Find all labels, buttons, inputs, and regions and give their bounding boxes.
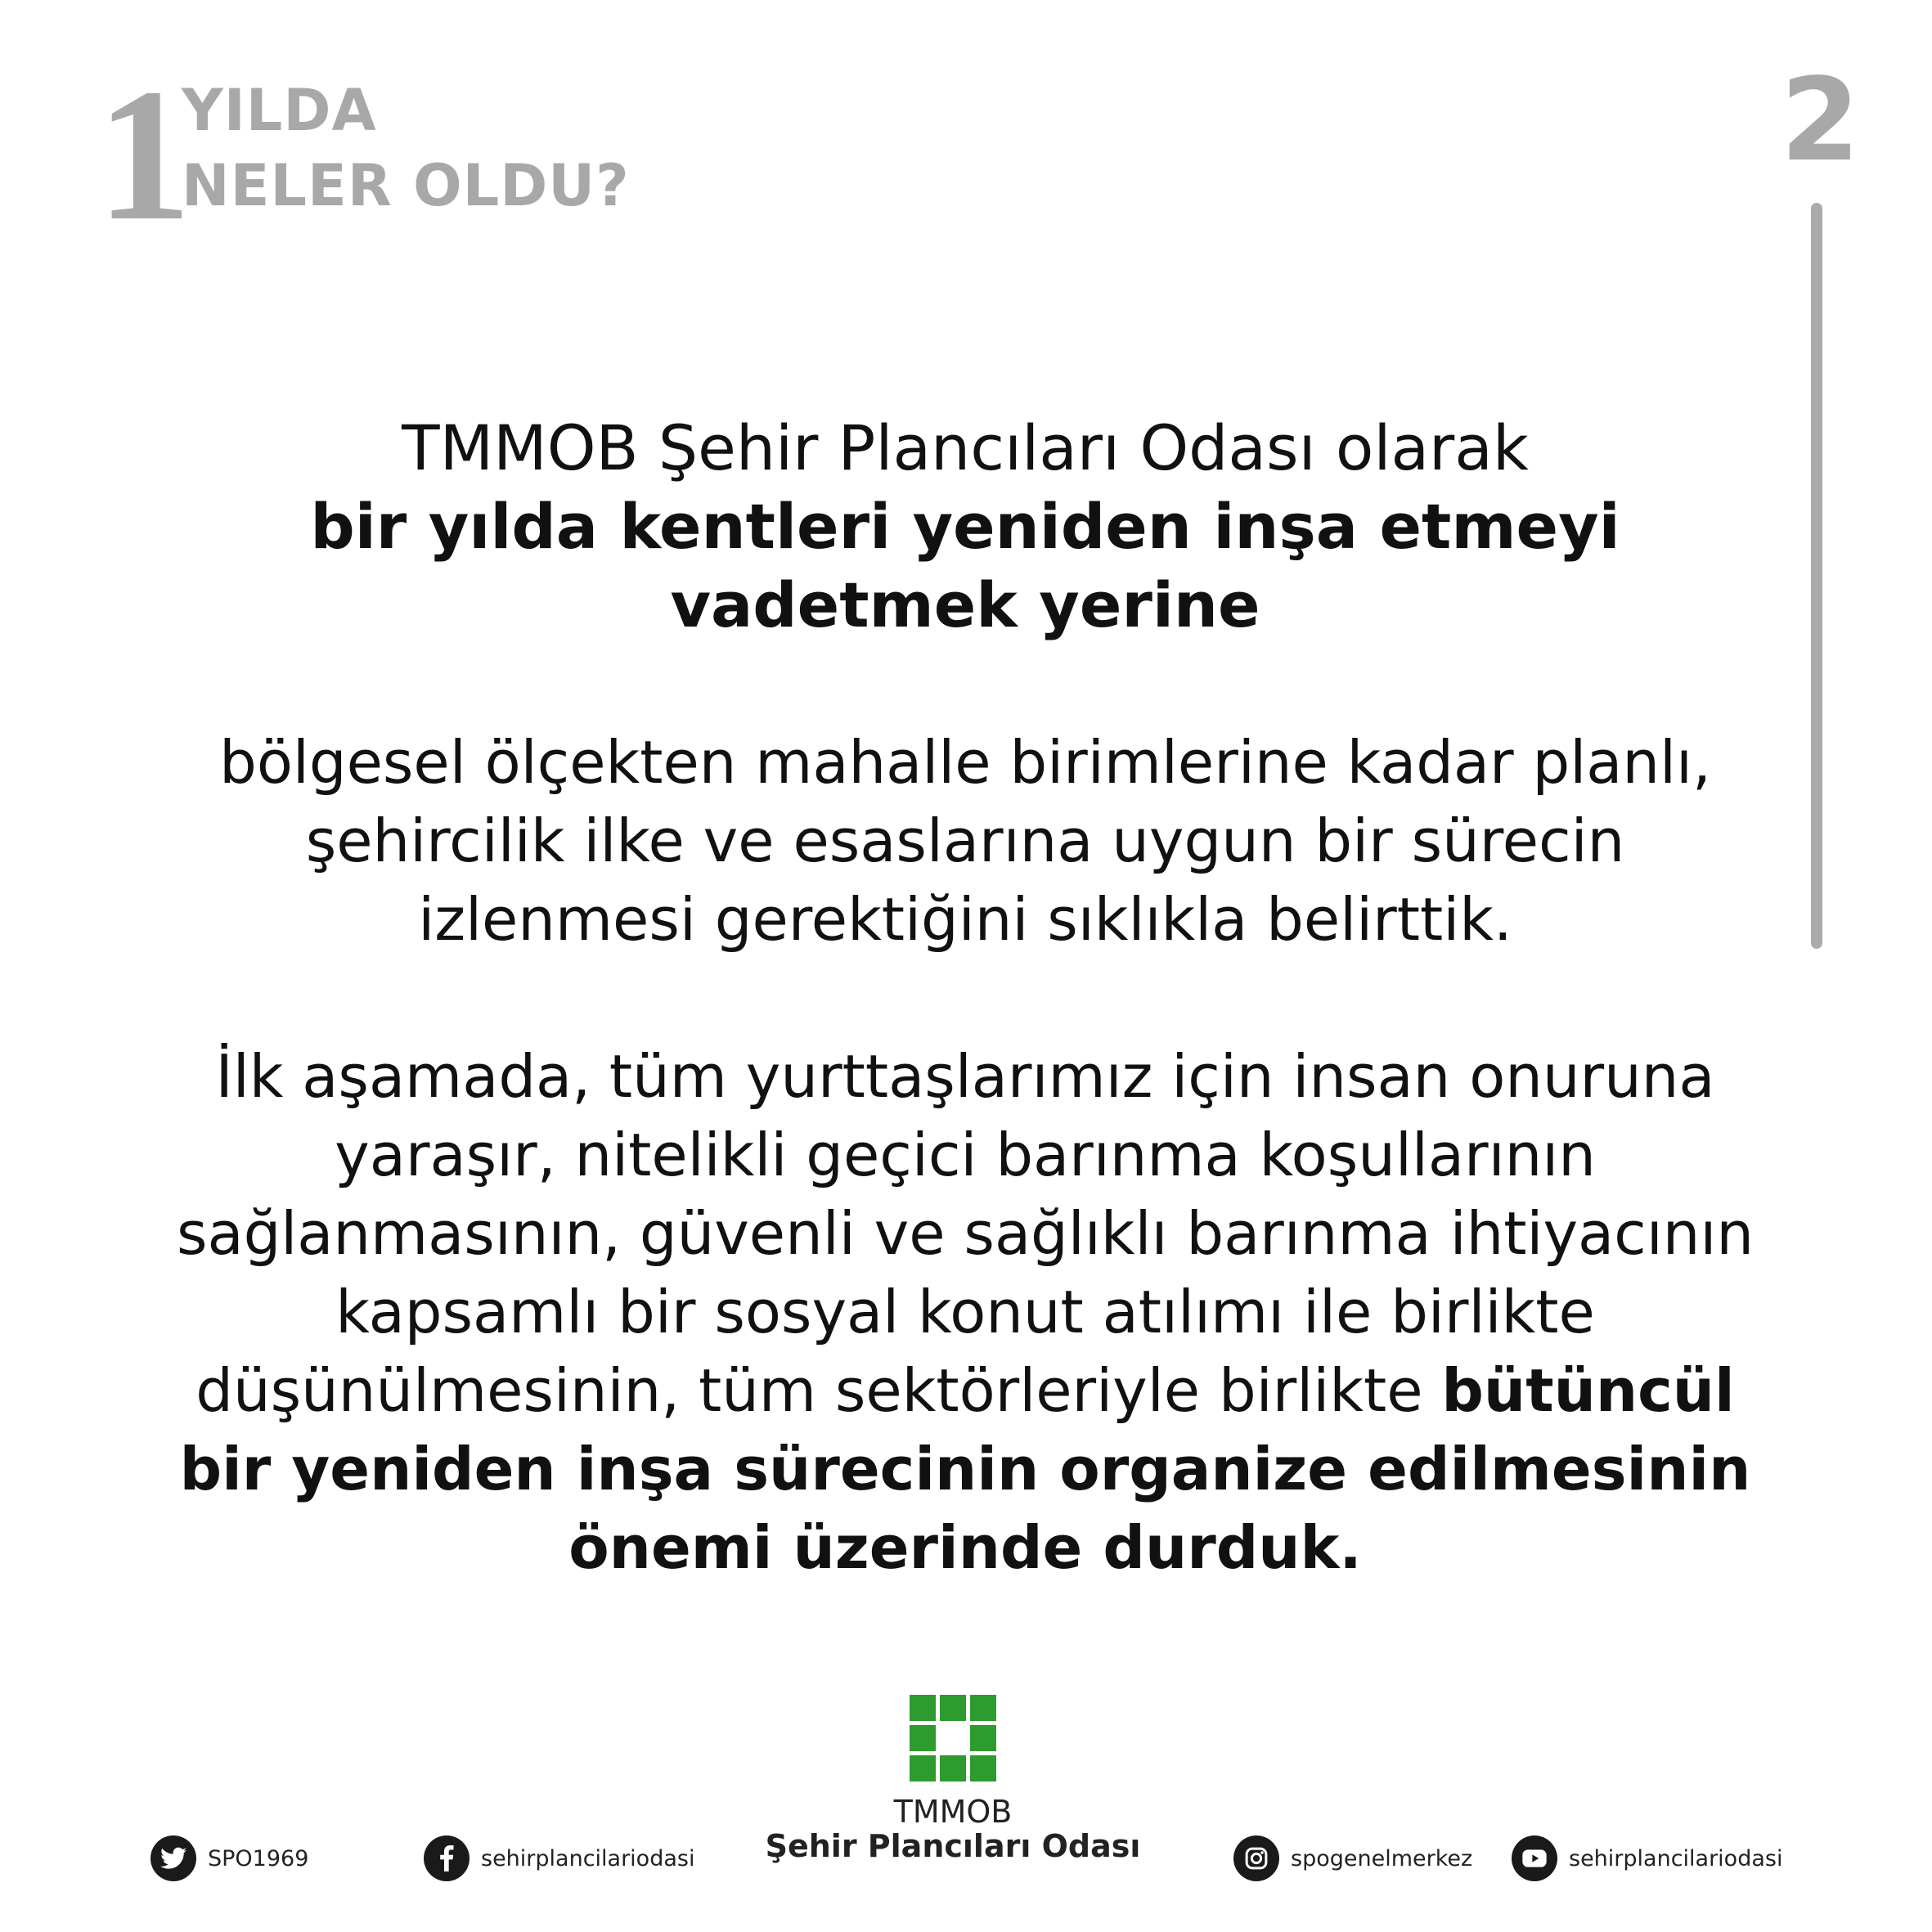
intro-text: TMMOB Şehir Plancıları Odası olarak (402, 411, 1529, 484)
paragraph-2: bölgesel ölçekten mahalle birimlerine kadar planlı, şehircilik ilke ve esaslarına uygun bir sürecin izlenmesi gerektiğini sıklıkla belirttik. (219, 728, 1711, 954)
header-line-2: NELER OLDU? (182, 152, 630, 219)
social-facebook[interactable] (424, 1835, 694, 1881)
main-text (164, 409, 1767, 1587)
twitter-handle: SPO1969 (208, 1845, 309, 1871)
facebook-handle: sehirplancilariodasi (481, 1845, 695, 1871)
header-line-1: YILDA (182, 77, 377, 144)
logo-name-text: Şehir Plancıları Odası (765, 1828, 1141, 1864)
paragraph-3 (164, 1037, 1767, 1587)
instagram-handle: spogenelmerkez (1291, 1845, 1473, 1871)
logo-org-text: TMMOB (893, 1794, 1013, 1830)
header-title (97, 50, 685, 260)
intro-bold-text: bir yılda kentleri yeniden inşa etmeyi vadetmek yerine (310, 490, 1620, 641)
header-number: 1 (97, 50, 191, 260)
youtube-handle: sehirplancilariodasi (1569, 1845, 1783, 1871)
twitter-icon (151, 1835, 196, 1881)
scroll-indicator (1811, 203, 1822, 949)
social-twitter[interactable] (151, 1835, 308, 1881)
social-youtube[interactable] (1512, 1835, 1782, 1881)
page-number: 2 (1780, 54, 1860, 187)
paragraph-3-regular: İlk aşamada, tüm yurttaşlarımız için insan onuruna yaraşır, nitelikli geçici barınma koşullarının sağlanmasının, güvenli ve sağlıklı barınma ihtiyacının kapsamlı bir sosyal konut atılımı ile birlikte düşünülmesinin, tüm sektörleriyle birlikte (176, 1042, 1755, 1425)
youtube-icon (1512, 1835, 1557, 1881)
facebook-icon (424, 1835, 470, 1881)
social-instagram[interactable] (1233, 1835, 1472, 1881)
spo-logo-icon (910, 1695, 996, 1781)
instagram-icon (1233, 1835, 1279, 1881)
paragraph-3-bold: bütüncül bir yeniden inşa sürecinin organize edilmesinin önemi üzerinde durduk. (179, 1356, 1751, 1582)
